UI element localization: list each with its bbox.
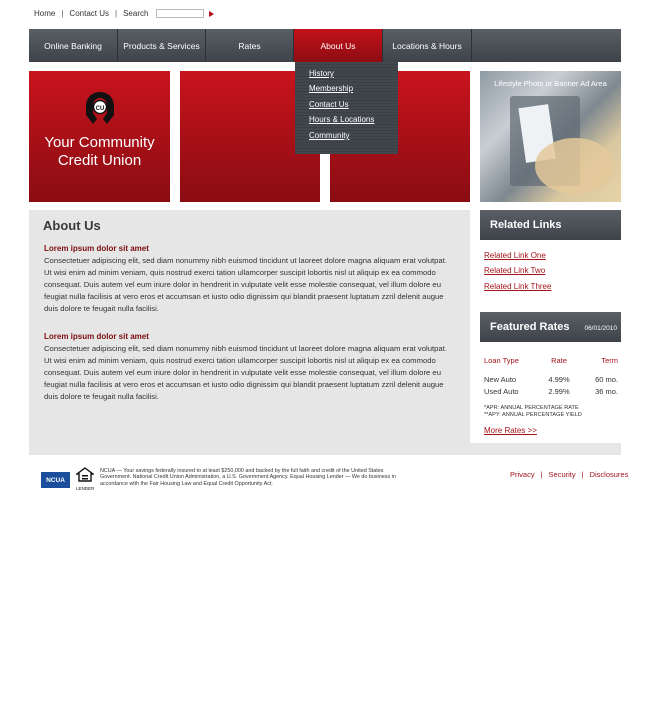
- table-row: [484, 373, 618, 385]
- dropdown-item-history[interactable]: History: [309, 69, 334, 78]
- contact-us-link[interactable]: Contact Us: [69, 9, 109, 18]
- utility-separator: |: [115, 9, 118, 18]
- rates-table-header: [484, 353, 618, 367]
- nav-products-services[interactable]: Products & Services: [118, 29, 206, 62]
- loan-type-cell: Used Auto: [484, 386, 519, 396]
- disclosures-link[interactable]: Disclosures: [589, 470, 629, 479]
- main-nav: [29, 29, 621, 62]
- term-cell: 36 mo.: [595, 386, 618, 396]
- equal-housing-icon: [76, 467, 94, 482]
- apr-note: *APR: ANNUAL PERCENTAGE RATE: [484, 405, 579, 411]
- dropdown-item-hours-locations[interactable]: Hours & Locations: [309, 115, 375, 124]
- credit-union-logo-icon: [83, 89, 117, 127]
- nav-online-banking[interactable]: Online Banking: [29, 29, 118, 62]
- dropdown-item-membership[interactable]: Membership: [309, 84, 354, 93]
- section-body-2: Consectetuer adipiscing elit, sed diam nonummy nibh euismod tincidunt ut laoreet dolore magna aliquam erat volutpat. Ut wisi enim ad minim veniam, quis nostrud exerci tation ullamcorper suscipit lobortis nisl ut aliquip ex ea commodo consequat. Duis autem vel eum iriure dolor in hendrerit in vulputate velit esse molestie consequat, vel illum dolore eu feugiat nulla facilisis at vero eros et accumsan et iusto odio dignissim qui blandit praesent luptatum zzril delenit augue duis dolore te feugait nulla facilisi.: [44, 344, 447, 401]
- rates-table: [484, 353, 618, 397]
- footer-separator: |: [581, 470, 584, 479]
- svg-text:CU: CU: [95, 106, 105, 112]
- footer-links: [510, 470, 628, 479]
- search-go-arrow-icon[interactable]: [209, 11, 214, 17]
- term-cell: 60 mo.: [595, 374, 618, 384]
- equal-housing-lender-logo: [76, 467, 94, 489]
- rate-cell: 4.99%: [548, 374, 570, 384]
- loan-type-cell: New Auto: [484, 374, 517, 384]
- apy-note: **APY: ANNUAL PERCENTAGE YIELD: [484, 412, 582, 418]
- featured-rates-title: Featured Rates: [490, 321, 570, 333]
- security-link[interactable]: Security: [548, 470, 576, 479]
- privacy-link[interactable]: Privacy: [510, 470, 535, 479]
- related-link-one[interactable]: Related Link One: [484, 251, 546, 260]
- logo-panel: [29, 71, 170, 202]
- header-loan-type: Loan Type: [484, 355, 519, 365]
- footer-separator: |: [540, 470, 543, 479]
- featured-rates-date: 06/01/2010: [584, 325, 617, 332]
- atm-photo-illustration-icon: [480, 71, 621, 202]
- logo-line-2: Credit Union: [57, 152, 142, 169]
- table-row: [484, 385, 618, 397]
- related-link-two[interactable]: Related Link Two: [484, 266, 546, 275]
- dropdown-item-contact-us[interactable]: Contact Us: [309, 100, 349, 109]
- section-heading-1: Lorem ipsum dolor sit amet: [44, 244, 149, 253]
- dropdown-item-community[interactable]: Community: [309, 131, 350, 140]
- utility-bar: [34, 9, 214, 18]
- utility-separator: |: [61, 9, 64, 18]
- related-links-header: [480, 210, 621, 240]
- logo-text: [29, 134, 170, 170]
- nav-locations-hours[interactable]: Locations & Hours: [383, 29, 472, 62]
- page-title: About Us: [43, 218, 101, 233]
- section-body-1: Consectetuer adipiscing elit, sed diam nonummy nibh euismod tincidunt ut laoreet dolore magna aliquam erat volutpat. Ut wisi enim ad minim veniam, quis nostrud exerci tation ullamcorper suscipit lobortis nisl ut aliquip ex ea commodo consequat. Duis autem vel eum iriure dolor in hendrerit in vulputate velit esse molestie consequat, vel illum dolore eu feugiat nulla facilisis at vero eros et accumsan et iusto odio dignissim qui blandit praesent luptatum zzril delenit augue duis dolore te feugait nulla facilisi.: [44, 256, 447, 313]
- search-label: Search: [123, 9, 149, 18]
- nav-about-us[interactable]: About Us: [294, 29, 383, 62]
- featured-rates-header: [480, 312, 621, 342]
- more-rates-link[interactable]: More Rates >>: [484, 426, 537, 435]
- header-term: Term: [601, 355, 618, 365]
- about-us-dropdown: [295, 62, 398, 154]
- rate-cell: 2.99%: [548, 386, 570, 396]
- content-bottom-strip: [29, 443, 621, 455]
- footer-disclaimer: NCUA — Your savings federally insured to at least $250,000 and backed by the full faith and credit of the United States Government. National Credit Union Administration, a U.S. Government Agency. Equal Housing Lender — We do business in accordance with the Fair Housing Law and Equal Credit Opportunity Act.: [100, 468, 396, 487]
- photo-caption: Lifestyle Photo or Banner Ad Area: [494, 79, 607, 88]
- main-content: [29, 210, 470, 443]
- related-link-three[interactable]: Related Link Three: [484, 282, 552, 291]
- related-links-title: Related Links: [490, 219, 562, 231]
- nav-rates[interactable]: Rates: [206, 29, 294, 62]
- lifestyle-photo: [480, 71, 621, 202]
- section-heading-2: Lorem ipsum dolor sit amet: [44, 332, 149, 341]
- header-rate: Rate: [551, 355, 567, 365]
- logo-line-1: Your Community: [44, 134, 155, 151]
- ncua-logo: NCUA: [41, 472, 70, 488]
- search-input[interactable]: [156, 9, 204, 18]
- ehl-label: LENDER: [76, 486, 95, 491]
- home-link[interactable]: Home: [34, 9, 56, 18]
